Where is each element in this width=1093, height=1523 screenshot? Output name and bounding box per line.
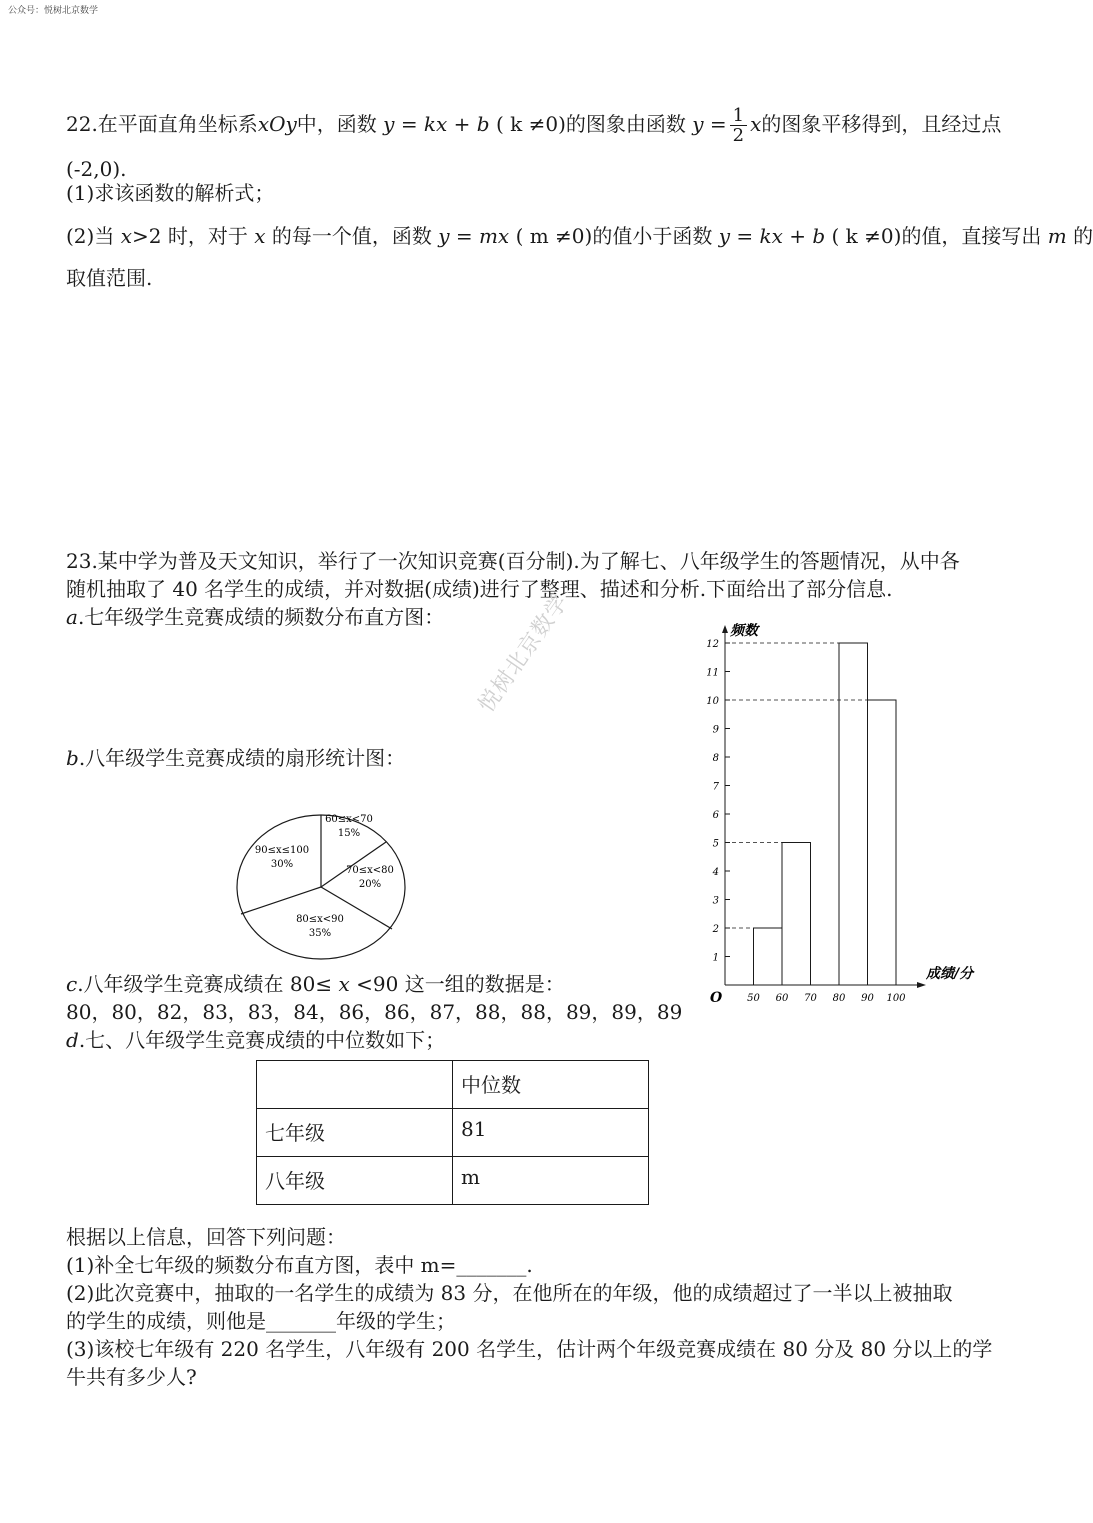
q22-func-kxb: y = kx + b — [383, 112, 490, 136]
x-tick-label: 50 — [747, 993, 760, 1004]
y-tick-label: 4 — [712, 867, 719, 878]
y-tick-label: 12 — [706, 639, 719, 650]
y-tick-label: 3 — [712, 895, 719, 907]
pie-slice-percent: 15% — [337, 828, 361, 839]
q22-text-mid2: 的图象由函数 — [565, 112, 686, 136]
q23-line1: 23.某中学为普及天文知识，举行了一次知识竞赛(百分制).为了解七、八年级学生的答题情况，从中各 — [66, 549, 960, 573]
q22-point: (-2,0). — [66, 157, 127, 181]
q22-p2-d: 的值小于函数 — [592, 224, 713, 248]
part-c-letter: c — [66, 972, 78, 996]
part-c-x: x — [338, 972, 350, 996]
table-cell: 81 — [453, 1109, 649, 1157]
q22-xoy: xOy — [257, 112, 297, 136]
histogram-bar — [782, 843, 811, 986]
x-axis-label: 成绩/分 — [926, 966, 974, 982]
q22-p2-f: 的 — [1073, 224, 1093, 248]
table-row — [257, 1157, 649, 1205]
q22-func2-x: x — [750, 112, 762, 136]
pie-slice-label: 60≤x<70 — [325, 814, 373, 825]
q22-p2-cond-m: ( m ≠0) — [515, 224, 593, 248]
q22-fraction — [730, 106, 747, 145]
part-a-text: .七年级学生竞赛成绩的频数分布直方图： — [77, 605, 445, 629]
q22-p2-c: 的每一个值，函数 — [271, 224, 432, 248]
table-cell: 七年级 — [257, 1109, 453, 1157]
q22-part1: (1)求该函数的解析式； — [66, 181, 275, 205]
answer-3-line1: (3)该校七年级有 220 名学生，八年级有 200 名学生，估计两个年级竞赛成绩在 80 分及 80 分以上的学 — [66, 1337, 993, 1361]
answer-2-line1: (2)此次竞赛中，抽取的一名学生的成绩为 83 分，在他所在的年级，他的成绩超过了一半以上被抽取 — [66, 1281, 953, 1305]
q22-p2-x2: x — [254, 224, 266, 248]
q23-part-c — [66, 971, 565, 997]
histogram-bar — [868, 700, 897, 985]
y-tick-label: 8 — [712, 753, 719, 764]
part-b-letter: b — [66, 746, 79, 770]
fraction-numerator: 1 — [730, 106, 747, 126]
x-axis-arrow — [917, 982, 926, 988]
q23-part-c-data: 80，80，82，83，83，84，86，86，87，88，88，89，89，89 — [66, 1000, 683, 1024]
table-row — [257, 1109, 649, 1157]
fraction-denominator: 2 — [732, 125, 745, 146]
q22-text-mid: 中，函数 — [296, 112, 377, 136]
answer-3-line2: 牛共有多少人? — [66, 1365, 197, 1389]
answer-2-line2: 的学生的成绩，则他是_______年级的学生； — [66, 1309, 456, 1333]
pie-chart — [230, 810, 420, 965]
q22-cond-k: ( k ≠0) — [495, 112, 566, 136]
y-tick-label: 1 — [712, 952, 719, 964]
q22-part2-line2: 取值范围. — [66, 266, 153, 290]
q22-p2-func-mx: y = mx — [438, 224, 510, 248]
page-header: 公众号：悦树北京数学 — [8, 6, 99, 16]
y-tick-label: 2 — [712, 924, 719, 935]
x-tick-label: 60 — [775, 993, 789, 1004]
y-axis-label: 频数 — [730, 623, 758, 639]
y-tick-label: 11 — [706, 667, 719, 679]
answer-intro: 根据以上信息，回答下列问题： — [66, 1225, 346, 1249]
pie-slice-percent: 20% — [358, 879, 382, 890]
origin-label: O — [710, 990, 723, 1006]
q22-p2-cond-k: ( k ≠0) — [831, 224, 902, 248]
x-tick-label: 70 — [804, 993, 817, 1004]
q23-part-a — [66, 604, 444, 630]
x-tick-label: 80 — [832, 993, 846, 1004]
table-cell — [257, 1061, 453, 1109]
histogram-bar — [839, 643, 868, 985]
part-c-text-post: <90 这一组的数据是： — [356, 972, 565, 996]
q22-func2-lhs: y = — [692, 112, 727, 136]
part-a-letter: a — [66, 605, 78, 629]
q22-p2-e: 的值，直接写出 — [901, 224, 1042, 248]
answer-1: (1)补全七年级的频数分布直方图，表中 m=_______. — [66, 1253, 533, 1277]
table-cell: 八年级 — [257, 1157, 453, 1205]
table-cell: m — [453, 1157, 649, 1205]
q22-part2-line1 — [66, 223, 1093, 249]
histogram-bar — [754, 928, 783, 985]
q22-line1 — [66, 106, 1001, 145]
table-row — [257, 1061, 649, 1109]
pie-slice-label: 70≤x<80 — [346, 865, 394, 876]
part-d-letter: d — [66, 1028, 79, 1052]
q22-p2-x: x — [120, 224, 132, 248]
part-d-text: .七、八年级学生竞赛成绩的中位数如下； — [78, 1028, 446, 1052]
y-tick-label: 5 — [712, 838, 719, 850]
y-tick-label: 7 — [712, 781, 719, 793]
part-b-text: .八年级学生竞赛成绩的扇形统计图： — [78, 746, 406, 770]
x-tick-label: 90 — [861, 993, 874, 1004]
q22-p2-func-kxb: y = kx + b — [718, 224, 826, 248]
part-c-text: .八年级学生竞赛成绩在 80≤ — [77, 972, 333, 996]
pie-divider — [241, 887, 321, 914]
y-tick-label: 9 — [712, 724, 719, 736]
q23-part-b — [66, 745, 405, 771]
q22-p2-m: m — [1047, 224, 1067, 248]
table-header-median: 中位数 — [453, 1061, 649, 1109]
q22-intro-text: 22.在平面直角坐标系 — [66, 112, 258, 136]
x-tick-label: 100 — [886, 993, 906, 1004]
histogram-chart — [700, 615, 1000, 1010]
watermark: 悦树北京数学 — [474, 589, 574, 718]
median-table — [256, 1060, 649, 1205]
y-axis-arrow — [722, 625, 728, 633]
y-tick-label: 6 — [712, 810, 719, 821]
q22-p2-b: >2 时，对于 — [131, 224, 248, 248]
pie-slice-percent: 30% — [270, 859, 294, 870]
pie-slice-percent: 35% — [308, 928, 332, 939]
q22-text-end: 的图象平移得到，且经过点 — [761, 112, 1002, 136]
q23-line2: 随机抽取了 40 名学生的成绩，并对数据(成绩)进行了整理、描述和分析.下面给出了部分信息. — [66, 577, 893, 601]
q23-part-d — [66, 1027, 445, 1053]
pie-slice-label: 90≤x≤100 — [254, 845, 310, 856]
y-tick-label: 10 — [706, 696, 719, 707]
pie-slice-label: 80≤x<90 — [296, 914, 344, 925]
q22-p2-a: (2)当 — [66, 224, 115, 248]
